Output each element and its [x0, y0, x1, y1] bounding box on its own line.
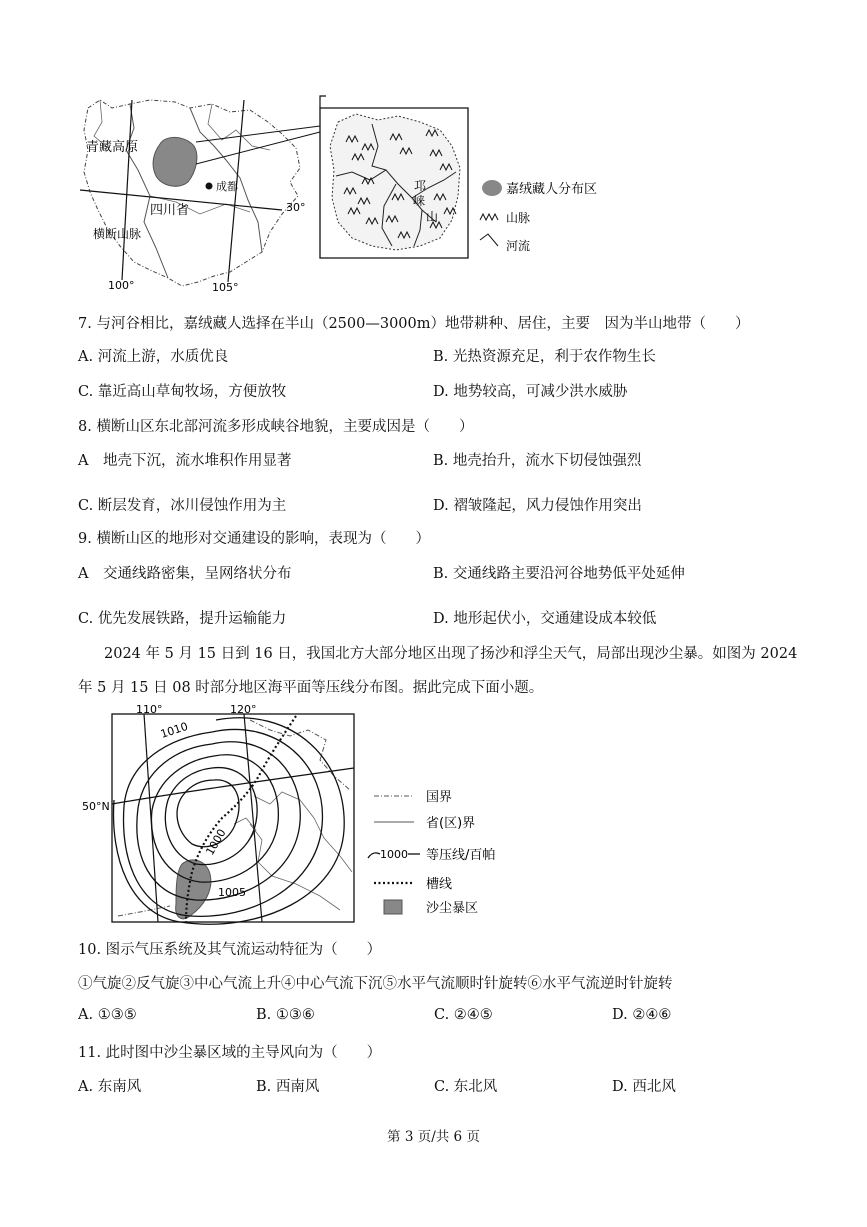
question-10-features: ①气旋②反气旋③中心气流上升④中心气流下沉⑤水平气流顺时针旋转⑥水平气流逆时针旋转: [78, 976, 673, 992]
question-7-stem: 7. 与河谷相比，嘉绒藏人选择在半山（2500—3000m）地带耕种、居住，主要 因为半山地带（ ）: [78, 316, 750, 332]
label-lon120: 120°: [230, 703, 257, 716]
q11-option-d[interactable]: D. 西北风: [612, 1079, 676, 1095]
q10-option-c[interactable]: C. ②④⑤: [434, 1007, 493, 1023]
legend-mountain: 山脉: [506, 211, 531, 225]
q8-option-b[interactable]: B. 地壳抬升，流水下切侵蚀强烈: [433, 453, 642, 469]
q9-option-b[interactable]: B. 交通线路主要沿河谷地势低平处延伸: [433, 566, 685, 582]
q7-option-a[interactable]: A. 河流上游，水质优良: [78, 349, 229, 365]
question-10-stem: 10. 图示气压系统及其气流运动特征为（ ）: [78, 942, 382, 958]
page-footer: 第 3 页/共 6 页: [387, 1129, 480, 1145]
q10-option-d[interactable]: D. ②④⑥: [612, 1007, 672, 1023]
label-qingzang: 青藏高原: [86, 140, 139, 155]
label-iso1005: 1005: [218, 886, 246, 899]
map-hengduan: [76, 96, 598, 296]
lon-100-line: [122, 100, 132, 280]
label-sichuan: 四川省: [150, 203, 190, 218]
q11-option-a[interactable]: A. 东南风: [78, 1079, 142, 1095]
label-lon110: 110°: [136, 703, 163, 716]
q11-option-b[interactable]: B. 西南风: [256, 1079, 320, 1095]
label-lon105: 105°: [212, 281, 239, 294]
label-qionglai-1: 邛: [414, 179, 427, 193]
q11-option-c[interactable]: C. 东北风: [434, 1079, 498, 1095]
legend-isobar-symbol: [368, 853, 380, 858]
legend-isobar: 等压线/百帕: [426, 848, 496, 863]
question-9-stem: 9. 横断山区的地形对交通建设的影响，表现为（ ）: [78, 531, 430, 547]
label-qionglai-2: 崃: [413, 194, 426, 208]
intro-line-1: 2024 年 5 月 15 日到 16 日，我国北方大部分地区出现了扬沙和浮尘天气，局部出现沙尘暴。如图为 2024: [104, 646, 798, 662]
legend-province: 省(区)界: [426, 816, 476, 831]
map1-border-outline: [84, 100, 300, 286]
map-isobar: [78, 702, 518, 928]
label-iso1010: 1010: [158, 719, 190, 741]
legend-isobar-sample: 1000: [380, 848, 408, 861]
q10-option-a[interactable]: A. ①③⑤: [78, 1007, 137, 1023]
label-chengdu: 成都: [216, 180, 238, 193]
q7-option-c[interactable]: C. 靠近高山草甸牧场，方便放牧: [78, 384, 287, 400]
q9-option-d[interactable]: D. 地形起伏小，交通建设成本较低: [433, 611, 657, 627]
legend-river-symbol: [480, 234, 498, 246]
legend-dust-swatch: [384, 900, 402, 914]
legend-jiarong-swatch: [482, 180, 502, 196]
jiarong-region: [153, 137, 197, 186]
q10-option-b[interactable]: B. ①③⑥: [256, 1007, 315, 1023]
q8-option-a[interactable]: A 地壳下沉，流水堆积作用显著: [78, 453, 292, 469]
legend-dust: 沙尘暴区: [426, 901, 479, 916]
label-lat30: 30°: [286, 201, 306, 214]
question-8-stem: 8. 横断山区东北部河流多形成峡谷地貌，主要成因是（ ）: [78, 419, 474, 435]
label-lat50: 50°N: [82, 800, 110, 813]
legend-jiarong: 嘉绒藏人分布区: [506, 182, 598, 197]
legend-river: 河流: [506, 239, 531, 253]
intro-line-2: 年 5 月 15 日 08 时部分地区海平面等压线分布图。据此完成下面小题。: [78, 680, 544, 696]
q8-option-d[interactable]: D. 褶皱隆起，风力侵蚀作用突出: [433, 498, 642, 514]
q9-option-c[interactable]: C. 优先发展铁路，提升运输能力: [78, 611, 287, 627]
question-11-stem: 11. 此时图中沙尘暴区域的主导风向为（ ）: [78, 1045, 382, 1061]
q8-option-c[interactable]: C. 断层发育，冰川侵蚀作用为主: [78, 498, 287, 514]
q7-option-d[interactable]: D. 地势较高，可减少洪水威胁: [433, 384, 628, 400]
legend-border: 国界: [426, 790, 453, 805]
label-lon100: 100°: [108, 279, 135, 292]
q9-option-a[interactable]: A 交通线路密集，呈网络状分布: [78, 566, 292, 582]
legend-trough: 槽线: [426, 877, 453, 892]
chengdu-dot: [206, 183, 213, 190]
label-hengduan: 横断山脉: [93, 227, 142, 241]
label-qionglai-3: 山: [426, 210, 439, 224]
q7-option-b[interactable]: B. 光热资源充足，利于农作物生长: [433, 349, 656, 365]
legend-mountain-symbol: [480, 214, 498, 220]
label-iso1000: 1000: [203, 826, 229, 858]
